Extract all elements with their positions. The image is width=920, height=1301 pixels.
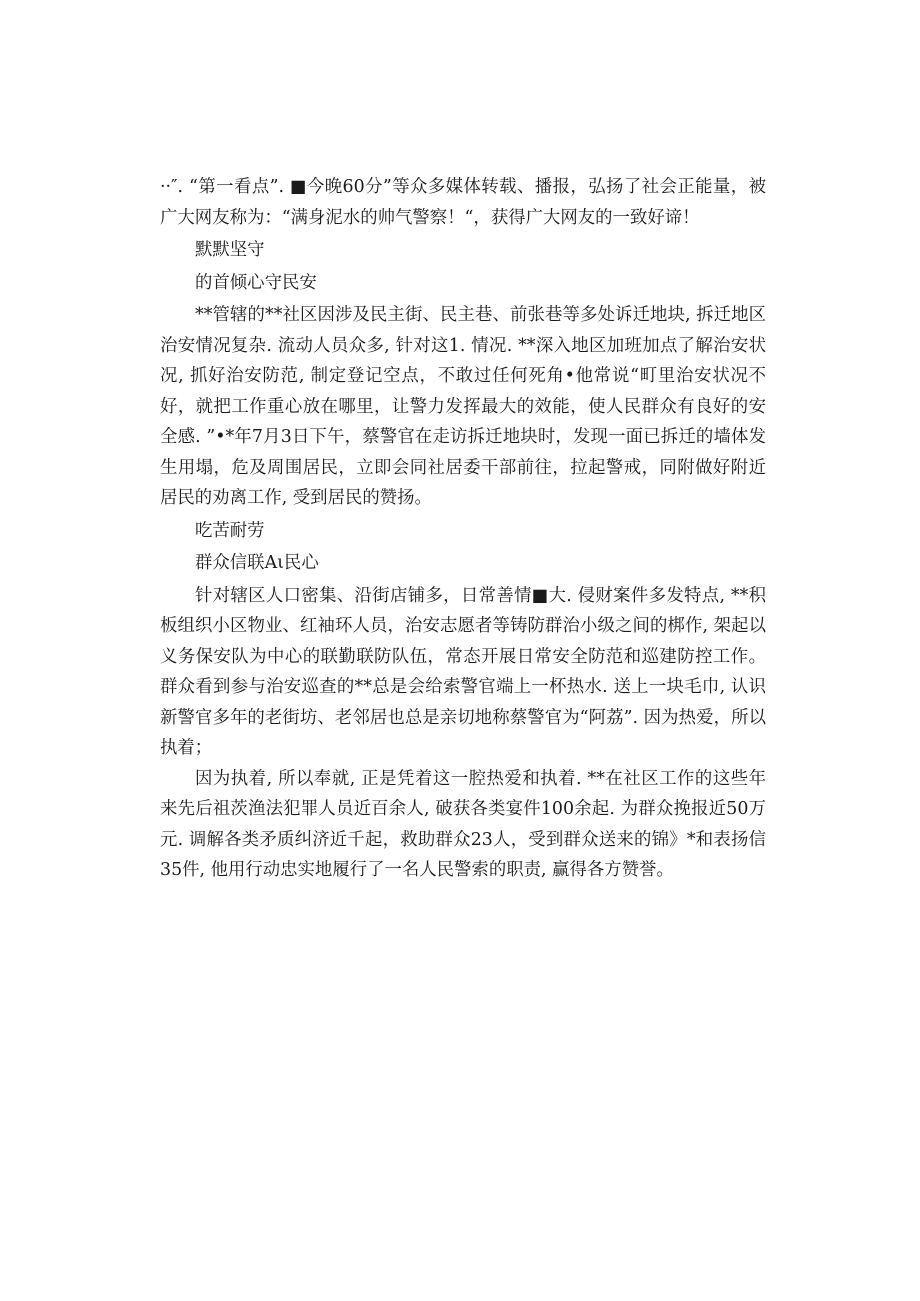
body-paragraph: 针对辖区人口密集、沿街店铺多，日常善情■大. 侵财案件多发特点, **积板组织小区物业、红袖环人员，治安志愿者等铸防群治小级之间的梆作, 架起以义务保安队为中心的联勤联防队伍，常态开展日常安全防范和巡建防控工作。群众看到参与治安巡查的**总是会给索警官端上一杯热水. 送上一块毛巾, 认识新警官多年的老街坊、老邻居也总是亲切地称蔡警官为“阿荔”. 因为热爱，所以执着； [160,585,766,758]
body-paragraph: ··″. “第一看点”. ■今晚60分”等众多媒体转载、播报，弘扬了社会正能量，被广大网友称为：“满身泥水的帅气警察！“，获得广大网友的一致好谛！ [160,177,766,228]
section-heading: 吃苦耐劳 [195,520,265,541]
section-heading: 默默坚守 [195,240,265,260]
document-page [160,172,766,886]
body-paragraph: 因为执着, 所以奉就, 正是凭着这一腔热爱和执着. **在社区工作的这些年来先后祖茨渔法犯罪人员近百余人, 破获各类宴件100余起. 为群众挽报近50万元. 调解各类矛质纠济近千起，救助群众23人，受到群众送来的锦》*和表扬信35件, 他用行动忠实地履行了一名人民警索的职责, 赢得各方赞誉。 [160,768,766,880]
body-paragraph: **管辖的**社区因涉及民主街、民主巷、前张巷等多处诉迁地块, 拆迁地区治安情况复杂. 流动人员众多, 针对这1. 情况. **深入地区加班加点了解治安状况, 抓好治安防范, 制定登记空点，不敢过任何死角•他常说“町里治安状况不好，就把工作重心放在哪里，让警力发挥最大的效能，使人民群众有良好的安全感. ”•*年7月3日下午，蔡警官在走访拆迁地块时，发现一面已拆迁的墙体发生用塌，危及周围居民，立即会同社居委干部前往，拉起警戒，同附做好附近居民的劝离工作, 受到居民的赞扬。 [160,305,766,508]
section-subheading: 群众信联Aι民心 [195,553,319,573]
section-subheading: 的首倾心守民安 [195,272,317,293]
